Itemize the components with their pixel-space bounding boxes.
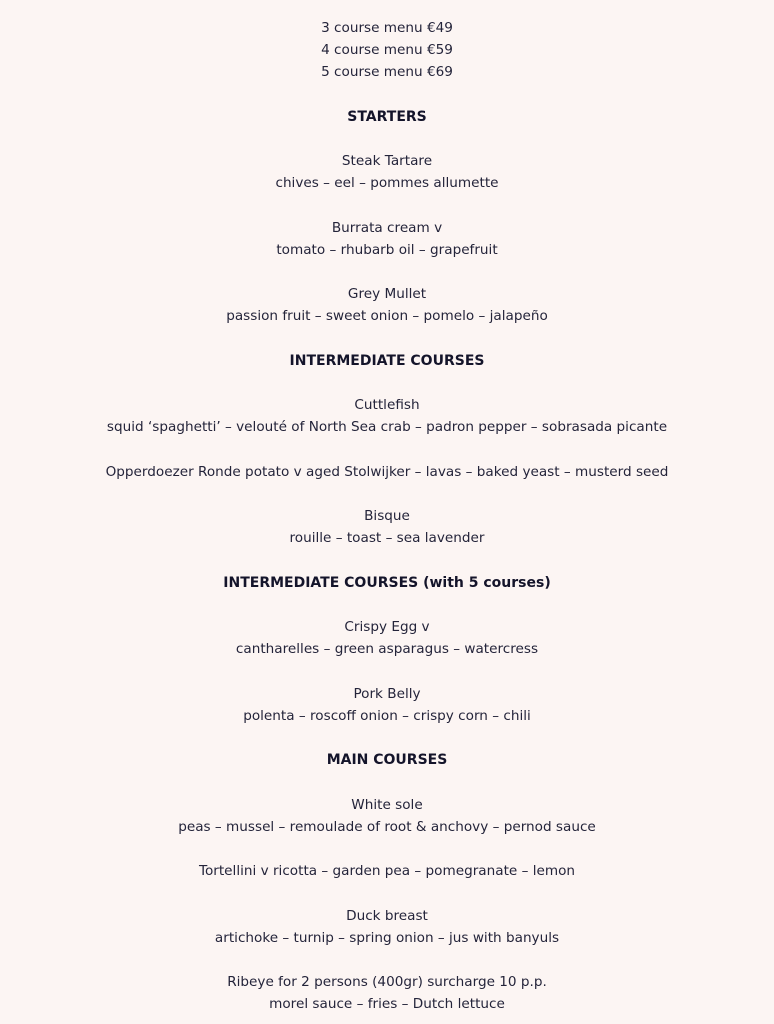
dish-name: Duck breast <box>346 907 428 924</box>
dish-name: Bisque <box>364 508 410 525</box>
dish-name: Grey Mullet <box>347 286 427 303</box>
dish-description: peas – mussel – remoulade of root & anchovy – pernod sauce <box>178 818 596 835</box>
dish-name: White sole <box>351 796 423 813</box>
section-intermediate-courses <box>0 350 774 550</box>
price-3-course: 3 course menu €49 <box>321 20 453 36</box>
dish-description: morel sauce – fries – Dutch lettuce <box>269 996 505 1013</box>
dish-description: tomato – rhubarb oil – grapefruit <box>276 241 498 258</box>
dish-name: Pork Belly <box>353 685 421 702</box>
dish-description: passion fruit – sweet onion – pomelo – jalapeño <box>226 308 548 325</box>
dish-description: rouille – toast – sea lavender <box>289 530 485 547</box>
dish-name: Cuttlefish <box>354 397 420 414</box>
dish-description: squid ‘spaghetti’ – velouté of North Sea crab – padron pepper – sobrasada picante <box>106 419 668 436</box>
dish-name: Crispy Egg v <box>344 619 430 636</box>
dish-description: artichoke – turnip – spring onion – jus with banyuls <box>214 929 560 946</box>
dish-name: Steak Tartare <box>341 153 433 170</box>
section-intermediate-5-courses <box>0 572 774 727</box>
dish-name: Burrata cream v <box>331 219 443 236</box>
section-starters <box>0 106 774 328</box>
section-title: INTERMEDIATE COURSES <box>289 352 485 369</box>
dish-description: cantharelles – green asparagus – watercress <box>235 641 539 658</box>
dish-name: Ribeye for 2 persons (400gr) surcharge 10 p.p. <box>227 974 547 991</box>
price-5-course: 5 course menu €69 <box>321 64 453 81</box>
section-title: STARTERS <box>347 108 427 125</box>
price-4-course: 4 course menu €59 <box>321 42 453 59</box>
section-main-courses <box>0 749 774 1015</box>
dish-name: Tortellini v ricotta – garden pea – pomegranate – lemon <box>198 863 576 880</box>
dish-name: Opperdoezer Ronde potato v aged Stolwijker – lavas – baked yeast – musterd seed <box>105 463 669 480</box>
section-title: MAIN COURSES <box>326 752 448 769</box>
dish-description: polenta – roscoff onion – crispy corn – chili <box>243 707 531 724</box>
price-list <box>0 17 774 84</box>
dish-description: chives – eel – pommes allumette <box>275 175 499 192</box>
section-title: INTERMEDIATE COURSES (with 5 courses) <box>223 574 551 591</box>
